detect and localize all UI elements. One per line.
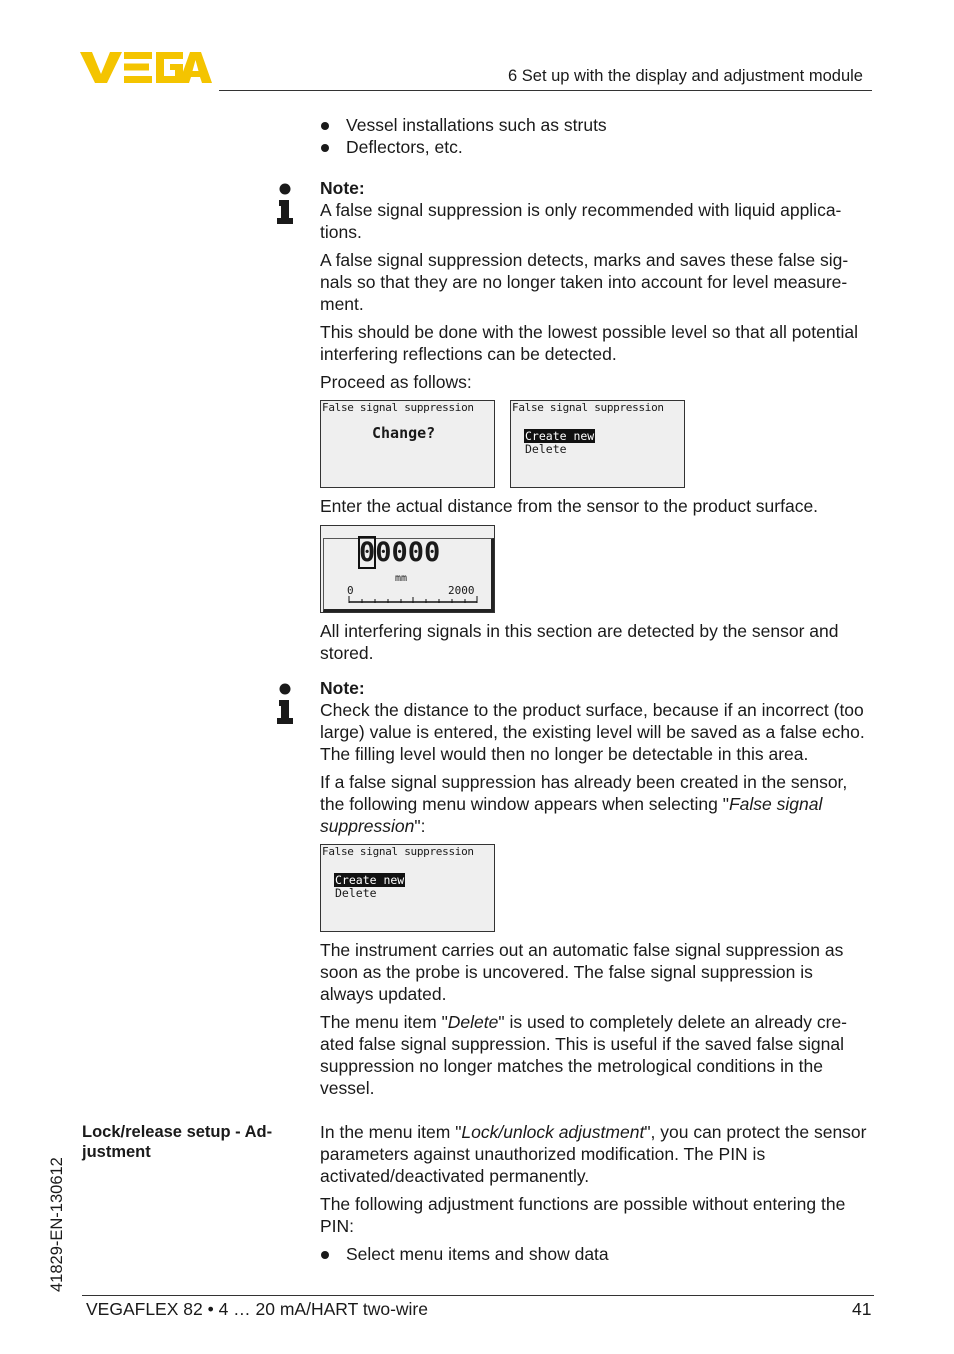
note-label: Note:: [320, 178, 365, 198]
page-number: 41: [852, 1299, 872, 1319]
lcd-menu-selected: Create new: [525, 429, 595, 443]
header-rule: [219, 90, 872, 91]
note-block: [320, 177, 876, 393]
lcd-scale-bar: [347, 596, 479, 604]
bullet-dot-icon: [321, 122, 329, 130]
lcd-screen-distance: [320, 525, 495, 613]
note-text: Check the distance to the product surface, because if an incorrect (too large) value is entered, the existing level will be saved as a false echo. The filling level would then no longer be detectable in this area.: [320, 700, 865, 764]
lcd-menu-item: Delete: [335, 886, 377, 900]
bullet-dot-icon: [321, 144, 329, 152]
lcd-cursor-digit: 0: [359, 537, 376, 568]
lcd-value: [359, 538, 440, 568]
body-paragraph: All interfering signals in this section are detected by the sensor and stored.: [320, 621, 839, 663]
document-code: 41829-EN-130612: [48, 1157, 66, 1292]
footer-product: VEGAFLEX 82 • 4 … 20 mA/HART two-wire: [86, 1299, 428, 1319]
vega-logo: [80, 50, 212, 84]
body-paragraph: Enter the actual distance from the sensor to the product surface.: [320, 496, 819, 516]
bullet-dot-icon: [321, 1251, 329, 1259]
note-text: This should be done with the lowest possible level so that all potential interfering reflections can be detected.: [320, 322, 858, 364]
note-text: A false signal suppression detects, marks and saves these false sig-nals so that they are no longer taken into account for level measure-ment.: [320, 250, 849, 314]
lcd-screen-menu: [510, 400, 685, 488]
lcd-scale-min: 0: [347, 584, 354, 597]
lcd-screen-menu: [320, 844, 495, 932]
lcd-title: False signal suppression: [322, 845, 474, 858]
note-text: Proceed as follows:: [320, 372, 472, 392]
lcd-value-digits: 0000: [375, 537, 441, 568]
info-icon: [276, 683, 294, 725]
lcd-title: False signal suppression: [322, 401, 474, 414]
lcd-prompt: Change?: [372, 424, 436, 442]
note-label: Note:: [320, 678, 365, 698]
footer-rule: [82, 1295, 874, 1296]
lcd-menu-selected: Create new: [335, 873, 405, 887]
body-paragraph: The menu item "Delete" is used to completely delete an already cre-ated false signal suppression. This is useful if the saved false signal suppression no longer matches the metrological conditions in the vessel.: [320, 1012, 848, 1098]
note-block: [320, 677, 876, 837]
body-paragraph: The instrument carries out an automatic false signal suppression as soon as the probe is uncovered. The false signal suppression is always updated.: [320, 940, 844, 1004]
lcd-screen-change: [320, 400, 495, 488]
lcd-scale-max: 2000: [448, 584, 475, 597]
lcd-title: False signal suppression: [512, 401, 664, 414]
body-paragraph: The following adjustment functions are possible without entering the PIN:: [320, 1194, 846, 1236]
note-text: A false signal suppression is only recommended with liquid applica-tions.: [320, 200, 842, 242]
lcd-menu-item: Delete: [525, 442, 567, 456]
note-text: If a false signal suppression has already been created in the sensor, the following menu window appears when selecting "False signal suppression":: [320, 772, 848, 836]
lock-section-text: [320, 1121, 876, 1237]
lcd-unit: mm: [395, 573, 408, 584]
body-paragraph: In the menu item "Lock/unlock adjustment", you can protect the sensor parameters against unauthorized modification. The PIN is activated/deactivated permanently.: [320, 1122, 867, 1186]
info-icon: [276, 183, 294, 225]
side-heading: Lock/release setup - Ad-justment: [82, 1123, 273, 1161]
section-title: 6 Set up with the display and adjustment module: [508, 67, 863, 85]
